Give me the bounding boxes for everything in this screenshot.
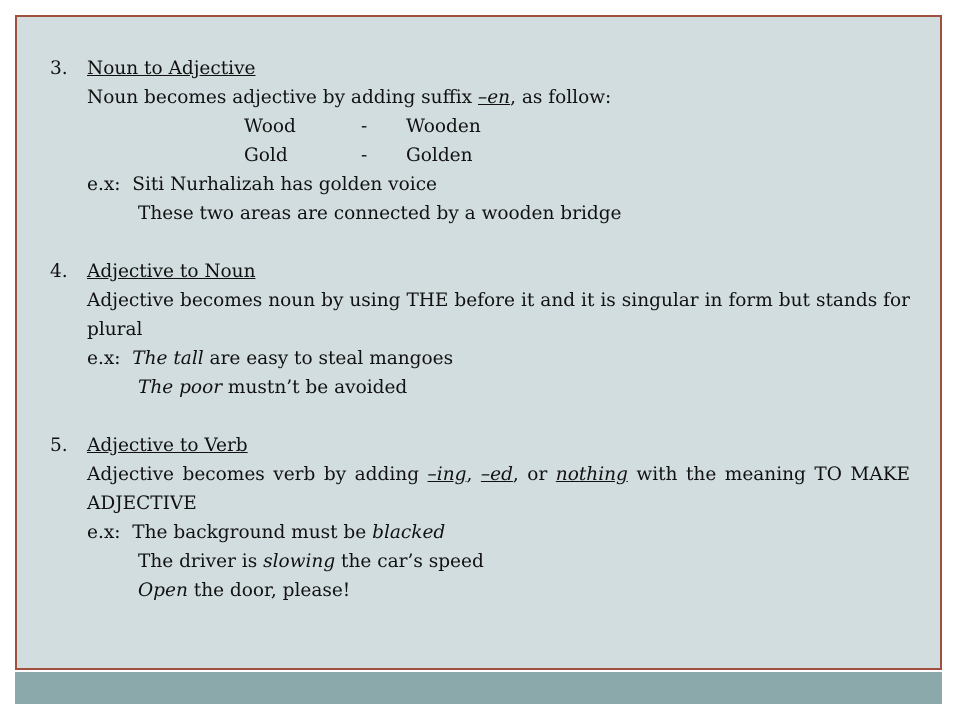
section-description: Adjective becomes noun by using THE before it and it is singular in form but stands for plural: [87, 290, 910, 340]
section-adjective-to-noun: [50, 257, 910, 286]
example-line: e.x: Siti Nurhalizah has golden voice: [87, 174, 438, 195]
section-title: Noun to Adjective: [87, 58, 256, 79]
section-number: 4.: [50, 261, 68, 282]
example-line: These two areas are connected by a wooden bridge: [138, 203, 622, 224]
example-line: e.x: The background must be blacked: [87, 522, 446, 543]
section-title: Adjective to Verb: [87, 435, 248, 456]
section-title: Adjective to Noun: [87, 261, 256, 282]
section-noun-to-adjective: [50, 54, 910, 83]
slide-content: [50, 54, 910, 605]
word-pair: Wood - Wooden: [244, 116, 481, 137]
section-adjective-to-verb: [50, 431, 910, 460]
section-description: Noun becomes adjective by adding suffix –en, as follow:: [87, 87, 612, 108]
section-number: 3.: [50, 58, 68, 79]
example-line: Open the door, please!: [138, 580, 351, 601]
footer-bar: [15, 672, 942, 704]
example-line: The driver is slowing the car’s speed: [138, 551, 484, 572]
example-line: The poor mustn’t be avoided: [138, 377, 408, 398]
section-description: Adjective becomes verb by adding –ing, –ed, or nothing with the meaning TO MAKE ADJECTIVE: [87, 464, 911, 514]
word-pair: Gold - Golden: [244, 145, 473, 166]
section-number: 5.: [50, 435, 68, 456]
example-line: e.x: The tall are easy to steal mangoes: [87, 348, 454, 369]
